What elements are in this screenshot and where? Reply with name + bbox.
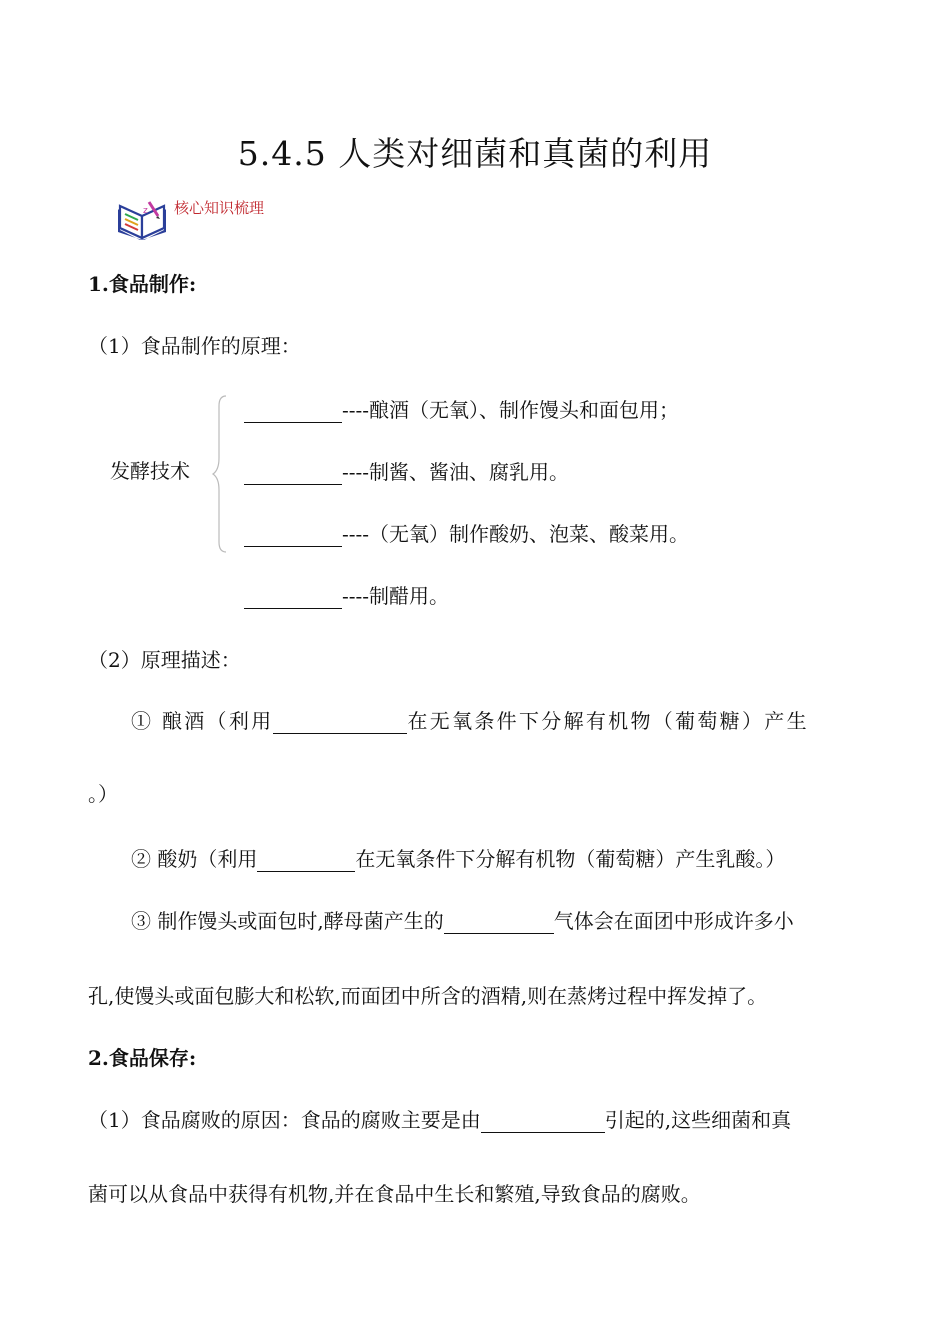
list-item: ----制醋用。 <box>244 580 449 609</box>
paragraph: ① 酿酒（利用 在无氧条件下分解有机物（葡萄糖）产生 <box>131 709 809 733</box>
section-heading: 2.食品保存: <box>88 1046 197 1070</box>
fill-blank[interactable] <box>244 586 342 609</box>
list-item: ----酿酒（无氧）、制作馒头和面包用； <box>244 394 679 423</box>
badge-label: 核心知识梳理 <box>174 199 265 217</box>
fill-blank[interactable] <box>273 711 407 734</box>
subheading: （2）原理描述： <box>88 648 241 672</box>
paragraph: ② 酸奶（利用 在无氧条件下分解有机物（葡萄糖）产生乳酸。） <box>131 847 786 871</box>
fill-blank[interactable] <box>257 849 355 872</box>
svg-text:z: z <box>143 206 148 216</box>
brace-label: 发酵技术 <box>110 459 190 483</box>
fill-blank[interactable] <box>444 911 554 934</box>
paragraph: 孔,使馒头或面包膨大和松软,而面团中所含的酒精,则在蒸烤过程中挥发掉了。 <box>88 984 768 1008</box>
paragraph: （1）食品腐败的原因：食品的腐败主要是由 引起的,这些细菌和真 <box>88 1108 792 1132</box>
open-book-icon <box>116 196 168 242</box>
fill-blank[interactable] <box>244 400 342 423</box>
page-title: 5.4.5 人类对细菌和真菌的利用 <box>237 134 713 173</box>
brace-icon <box>210 394 230 554</box>
paragraph: ③ 制作馒头或面包时,酵母菌产生的 气体会在面团中形成许多小 <box>131 909 794 933</box>
fill-blank[interactable] <box>481 1110 605 1133</box>
fill-blank[interactable] <box>244 524 342 547</box>
paragraph: 菌可以从食品中获得有机物,并在食品中生长和繁殖,导致食品的腐败。 <box>88 1182 701 1206</box>
subheading: （1）食品制作的原理： <box>88 334 301 358</box>
paragraph: 。） <box>88 782 118 806</box>
list-item: ----（无氧）制作酸奶、泡菜、酸菜用。 <box>244 518 689 547</box>
fill-blank[interactable] <box>244 462 342 485</box>
list-item: ----制酱、酱油、腐乳用。 <box>244 456 569 485</box>
section-heading: 1.食品制作: <box>88 272 197 296</box>
